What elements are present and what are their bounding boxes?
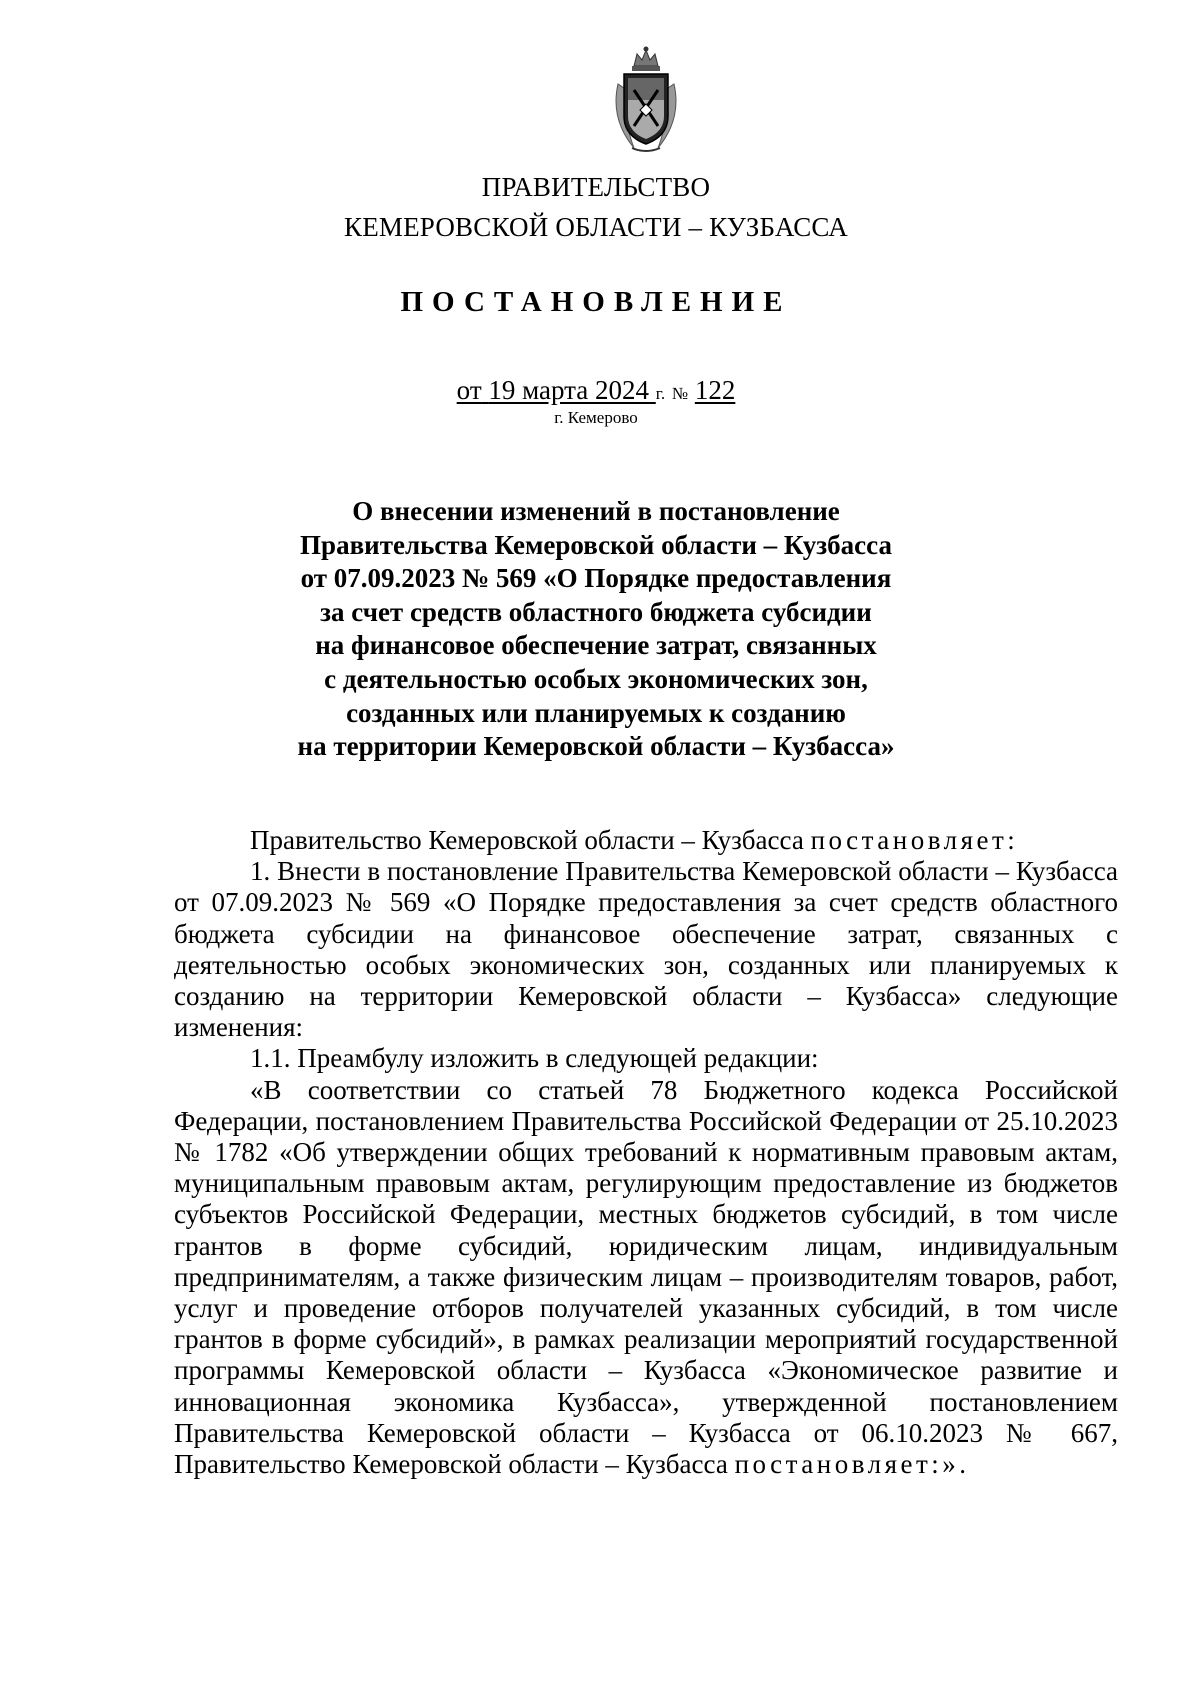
paragraph-1-1: 1.1. Преамбулу изложить в следующей редакции: — [250, 1043, 819, 1074]
city-label: г. Кемерово — [554, 408, 638, 427]
preamble-resolves-word: постановляет:». — [734, 1449, 970, 1480]
organization-name-line2: КЕМЕРОВСКОЙ ОБЛАСТИ – КУЗБАССА — [344, 212, 848, 242]
organization-name-line1: ПРАВИТЕЛЬСТВО — [481, 172, 711, 202]
intro-text: Правительство Кемеровской области – Кузбасса — [250, 825, 804, 855]
title-line: на территории Кемеровской области – Кузбасса» — [297, 731, 895, 762]
document-number: 122 — [694, 375, 736, 405]
date-value: 19 марта 2024 — [488, 375, 650, 405]
number-prefix: № — [671, 384, 689, 403]
title-line: от 07.09.2023 № 569 «О Порядке предоставления — [300, 563, 892, 594]
title-line: на финансовое обеспечение затрат, связанных — [315, 630, 877, 661]
title-line: О внесении изменений в постановление — [352, 496, 840, 526]
coat-of-arms-icon — [604, 44, 688, 156]
date-suffix: г. — [655, 384, 666, 403]
document-type-heading: ПОСТАНОВЛЕНИЕ — [400, 286, 792, 318]
paragraph-preamble — [174, 1075, 1118, 1481]
preamble-text: «В соответствии со статьей 78 Бюджетного кодекса Российской Федерации, постановлением Правительства Российской Федерации от 25.10.2023 № 1782 «Об утверждении общих требований к нормативным правовым актам, муниципальным правовым актам, регулирующим предоставление из бюджетов субъектов Российской Федерации, местных бюджетов субсидий, в том числе грантов в форме субсидий, юридическим лицам, индивидуальным предпринимателям, а также физическим лицам – производителям товаров, работ, услуг и проведение отборов получателей указанных субсидий, в том числе грантов в форме субсидий», в рамках реализации мероприятий государственной программы Кемеровской области – Кузбасса «Экономическое развитие и инновационная экономика Кузбасса», утвержденной постановлением Правительства Кемеровской области – Кузбасса от 06.10.2023 № 667, Правительство Кемеровской области – Кузбасса — [174, 1074, 1118, 1480]
date-number-line — [0, 375, 1192, 406]
resolves-word: постановляет: — [810, 825, 1019, 855]
title-line: Правительства Кемеровской области – Кузбасса — [300, 529, 892, 560]
paragraph-1: 1. Внести в постановление Правительства Кемеровской области – Кузбасса от 07.09.2023 № 569 «О Порядке предоставления за счет средств областного бюджета субсидии на финансовое обеспечение затрат, связанных с деятельностью особых экономических зон, созданных или планируемых к созданию на территории Кемеровской области – Кузбасса» следующие изменения: — [174, 856, 1118, 1043]
title-line: за счет средств областного бюджета субсидии — [320, 596, 872, 627]
intro-paragraph — [174, 825, 1118, 856]
title-line: созданных или планируемых к созданию — [346, 697, 846, 728]
document-body — [174, 825, 1118, 1480]
title-line: с деятельностью особых экономических зон, — [324, 663, 868, 694]
date-prefix: от — [456, 375, 482, 405]
document-title — [0, 495, 1192, 764]
